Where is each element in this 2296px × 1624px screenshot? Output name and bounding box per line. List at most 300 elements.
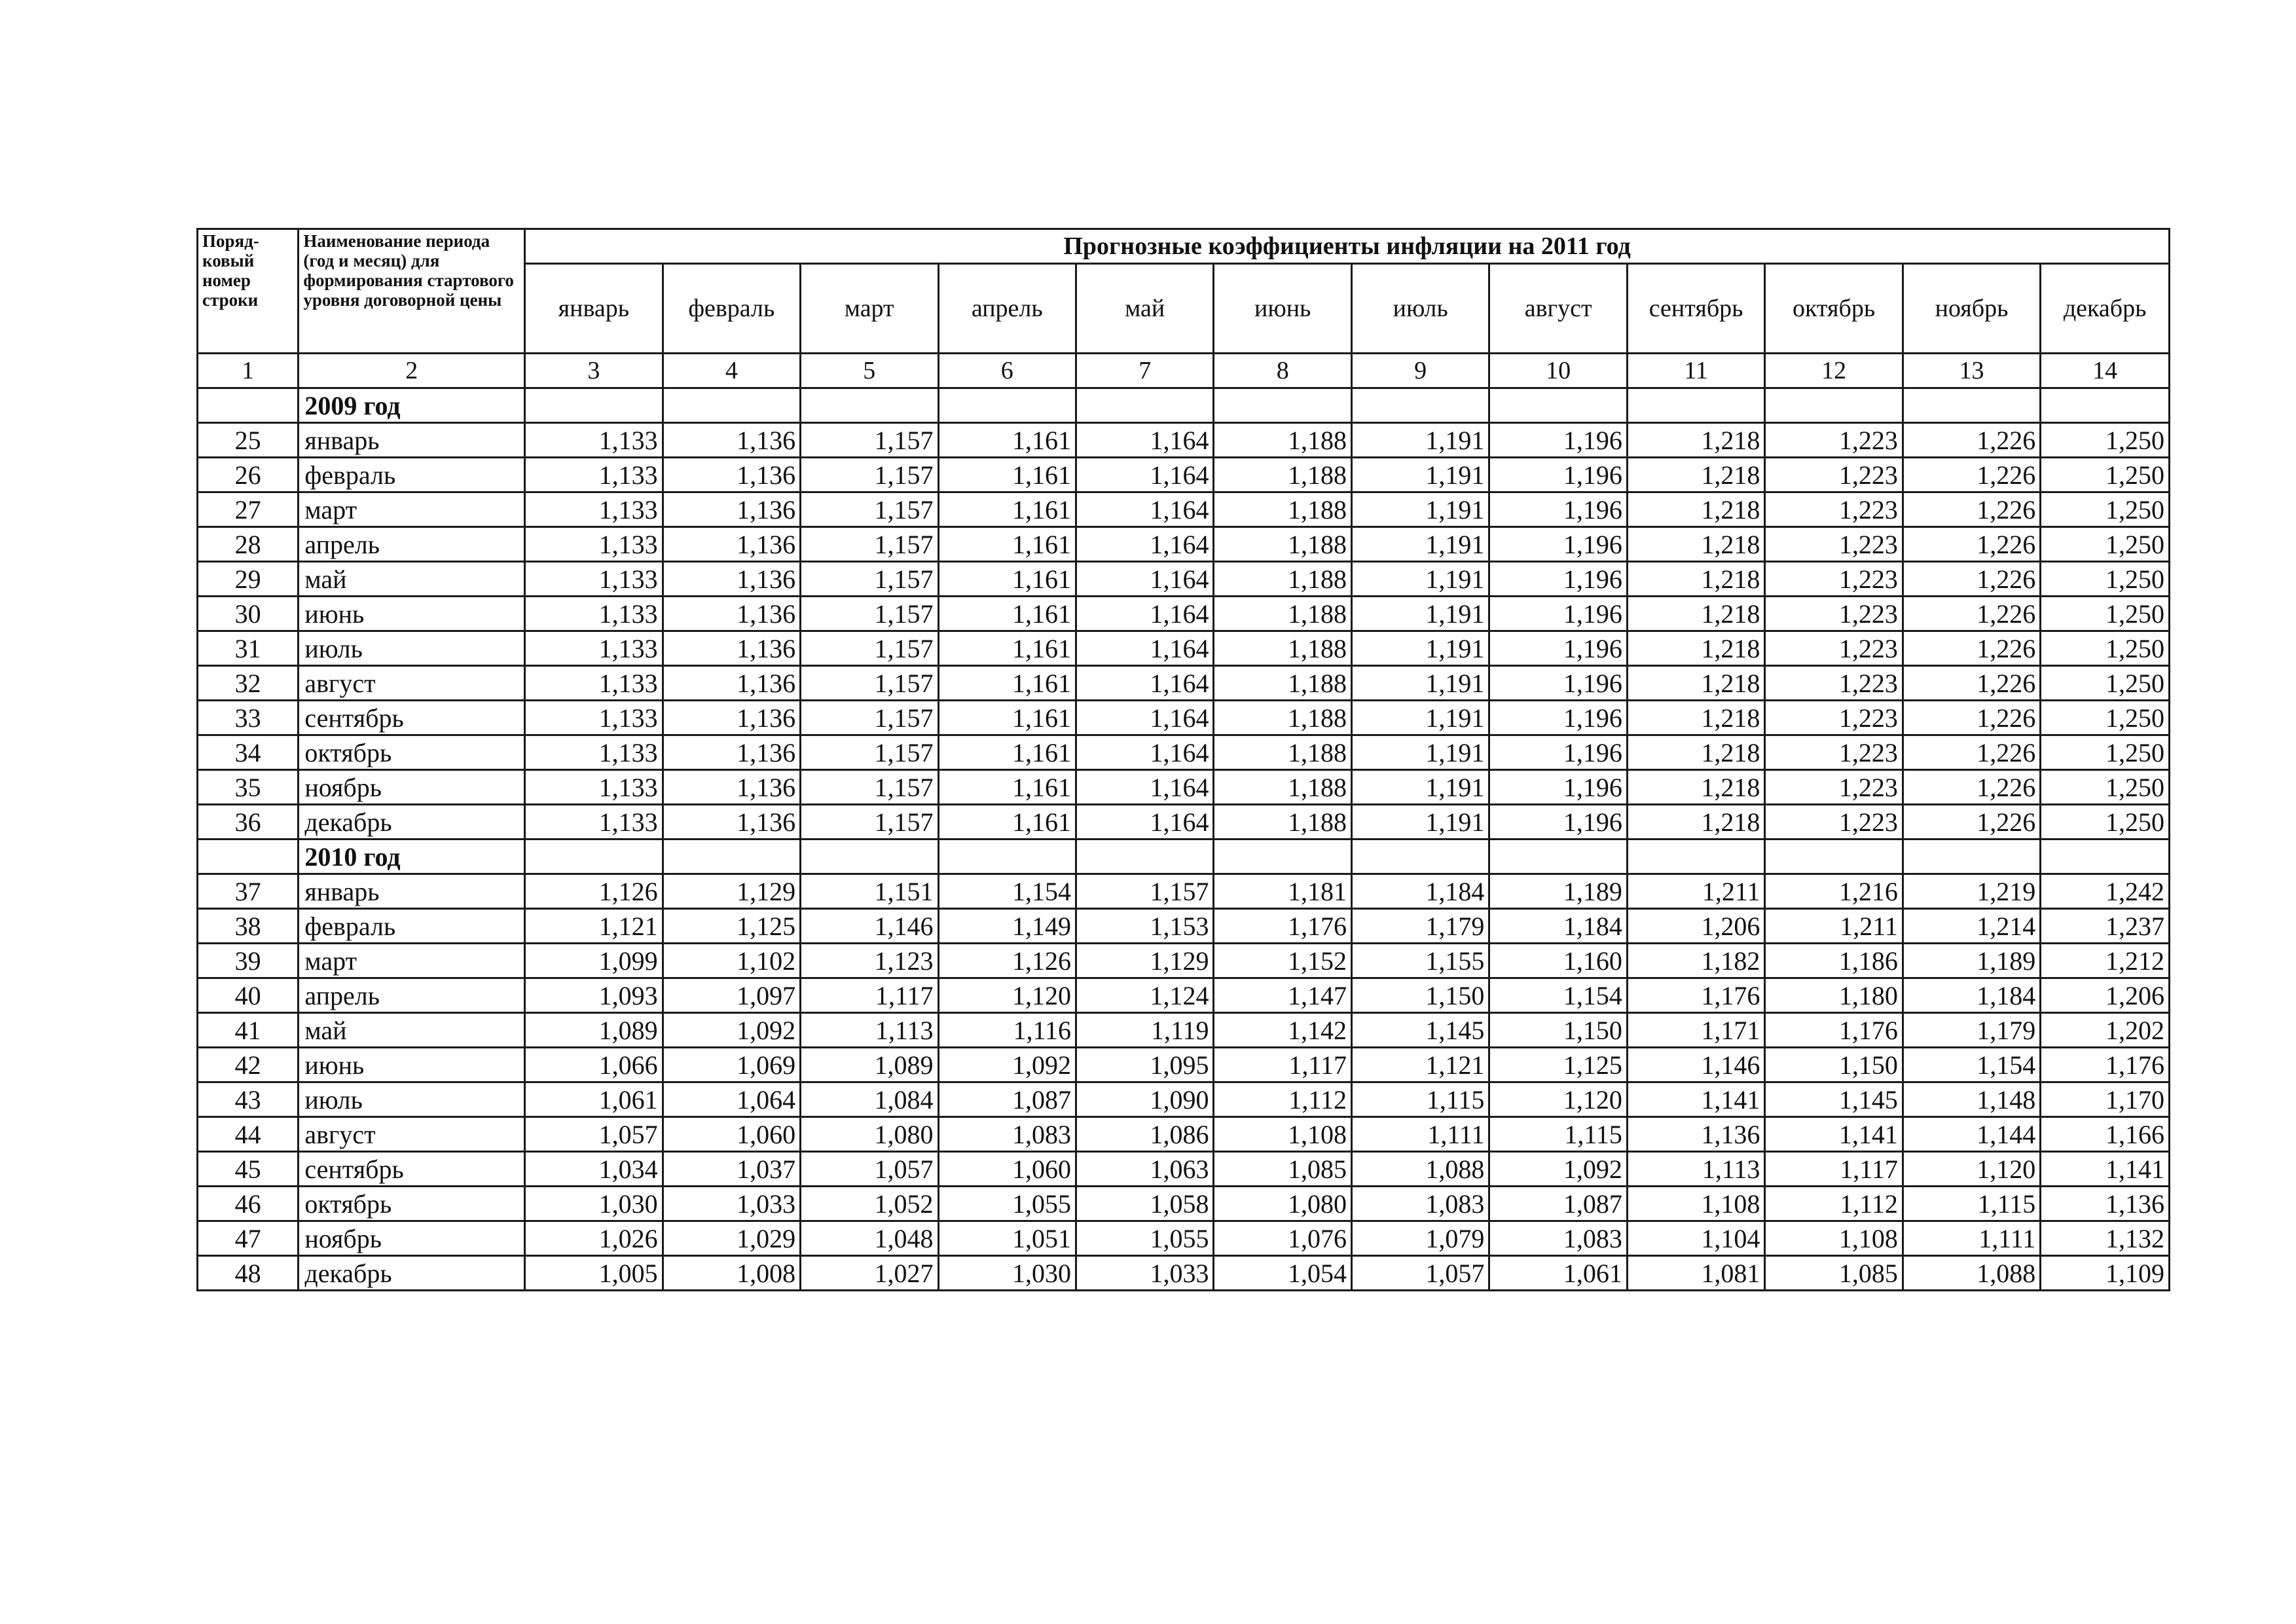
coefficient-cell: 1,226: [1903, 423, 2040, 458]
coefficient-cell: 1,176: [2041, 1048, 2170, 1082]
coefficient-cell: 1,189: [1903, 944, 2040, 978]
coefficient-cell: 1,117: [1214, 1048, 1351, 1082]
coefficient-cell: 1,196: [1489, 735, 1627, 770]
coefficient-cell: 1,080: [801, 1117, 938, 1152]
coefficient-cell: 1,133: [525, 562, 663, 597]
table-row: [198, 1152, 2170, 1187]
coefficient-cell: 1,069: [663, 1048, 800, 1082]
coefficient-cell: 1,218: [1627, 597, 1764, 631]
empty-cell: [2041, 840, 2170, 874]
coefficient-cell: 1,226: [1903, 527, 2040, 562]
table-row: [198, 562, 2170, 597]
coefficient-cell: 1,188: [1214, 597, 1351, 631]
coefficient-cell: 1,083: [1489, 1221, 1627, 1256]
coefficient-cell: 1,164: [1076, 458, 1214, 492]
period-name: август: [299, 1117, 525, 1152]
row-number: 43: [198, 1082, 299, 1117]
row-number: 36: [198, 805, 299, 840]
coefficient-cell: 1,057: [525, 1117, 663, 1152]
period-name: январь: [299, 423, 525, 458]
coefficient-cell: 1,079: [1351, 1221, 1489, 1256]
table-row: [198, 1117, 2170, 1152]
period-name: ноябрь: [299, 1221, 525, 1256]
coefficient-cell: 1,033: [1076, 1256, 1214, 1291]
coefficient-cell: 1,161: [938, 597, 1076, 631]
coefficient-cell: 1,250: [2041, 492, 2170, 527]
coefficient-cell: 1,223: [1765, 527, 1903, 562]
coefficient-cell: 1,211: [1627, 874, 1764, 909]
coefficient-cell: 1,064: [663, 1082, 800, 1117]
coefficient-cell: 1,147: [1214, 978, 1351, 1013]
coefficient-cell: 1,141: [1627, 1082, 1764, 1117]
row-number: 25: [198, 423, 299, 458]
period-name: май: [299, 1013, 525, 1048]
coefficient-cell: 1,124: [1076, 978, 1214, 1013]
coefficient-cell: 1,164: [1076, 597, 1214, 631]
coefficient-cell: 1,184: [1351, 874, 1489, 909]
coefficient-cell: 1,092: [663, 1013, 800, 1048]
coefficient-cell: 1,226: [1903, 597, 2040, 631]
coefficient-cell: 1,133: [525, 735, 663, 770]
coefficient-cell: 1,196: [1489, 597, 1627, 631]
coefficient-cell: 1,226: [1903, 666, 2040, 701]
empty-cell: [1076, 388, 1214, 423]
coefficient-cell: 1,196: [1489, 562, 1627, 597]
coefficient-cell: 1,196: [1489, 527, 1627, 562]
coefficient-cell: 1,218: [1627, 701, 1764, 735]
coefficient-cell: 1,223: [1765, 458, 1903, 492]
coefficient-cell: 1,218: [1627, 770, 1764, 805]
empty-cell: [2041, 388, 2170, 423]
coefficient-cell: 1,048: [801, 1221, 938, 1256]
coefficient-cell: 1,250: [2041, 631, 2170, 666]
row-number: 44: [198, 1117, 299, 1152]
coefficient-cell: 1,206: [2041, 978, 2170, 1013]
empty-cell: [525, 388, 663, 423]
coefficient-cell: 1,161: [938, 701, 1076, 735]
table-row: [198, 458, 2170, 492]
period-name: апрель: [299, 978, 525, 1013]
coefficient-cell: 1,223: [1765, 631, 1903, 666]
empty-cell: [1214, 388, 1351, 423]
coefficient-cell: 1,176: [1627, 978, 1764, 1013]
coefficient-cell: 1,133: [525, 701, 663, 735]
coefficient-cell: 1,157: [801, 666, 938, 701]
coefficient-cell: 1,133: [525, 458, 663, 492]
coefficient-cell: 1,136: [1627, 1117, 1764, 1152]
empty-cell: [1627, 840, 1764, 874]
period-name: сентябрь: [299, 1152, 525, 1187]
coefficient-cell: 1,182: [1627, 944, 1764, 978]
coefficient-cell: 1,060: [663, 1117, 800, 1152]
period-name: февраль: [299, 909, 525, 944]
coefficient-cell: 1,196: [1489, 701, 1627, 735]
coefficient-cell: 1,218: [1627, 805, 1764, 840]
coefficient-cell: 1,223: [1765, 597, 1903, 631]
month-header: октябрь: [1765, 264, 1903, 354]
month-header: январь: [525, 264, 663, 354]
coefficient-cell: 1,108: [1765, 1221, 1903, 1256]
row-number: 31: [198, 631, 299, 666]
period-name: август: [299, 666, 525, 701]
coefficient-cell: 1,196: [1489, 631, 1627, 666]
coefficient-cell: 1,188: [1214, 458, 1351, 492]
coefficient-cell: 1,136: [663, 492, 800, 527]
coefficient-cell: 1,090: [1076, 1082, 1214, 1117]
empty-cell: [938, 840, 1076, 874]
coefficient-cell: 1,223: [1765, 770, 1903, 805]
coefficient-cell: 1,087: [1489, 1187, 1627, 1221]
coefficient-cell: 1,186: [1765, 944, 1903, 978]
coefficient-cell: 1,250: [2041, 458, 2170, 492]
coefficient-cell: 1,033: [663, 1187, 800, 1221]
coefficient-cell: 1,161: [938, 527, 1076, 562]
coefficient-cell: 1,136: [2041, 1187, 2170, 1221]
table-title: Прогнозные коэффициенты инфляции на 2011 год: [525, 229, 2170, 264]
empty-cell: [198, 388, 299, 423]
coefficient-cell: 1,097: [663, 978, 800, 1013]
period-name: июль: [299, 631, 525, 666]
coefficient-cell: 1,218: [1627, 666, 1764, 701]
coefficient-cell: 1,119: [1076, 1013, 1214, 1048]
coefficient-cell: 1,202: [2041, 1013, 2170, 1048]
coefficient-cell: 1,076: [1214, 1221, 1351, 1256]
coefficient-cell: 1,188: [1214, 770, 1351, 805]
coefficient-cell: 1,161: [938, 666, 1076, 701]
coefficient-cell: 1,133: [525, 631, 663, 666]
coefficient-cell: 1,150: [1351, 978, 1489, 1013]
empty-cell: [1765, 840, 1903, 874]
coefficient-cell: 1,150: [1489, 1013, 1627, 1048]
coefficient-cell: 1,148: [1903, 1082, 2040, 1117]
empty-cell: [801, 388, 938, 423]
coefficient-cell: 1,113: [801, 1013, 938, 1048]
coefficient-cell: 1,145: [1765, 1082, 1903, 1117]
coefficient-cell: 1,136: [663, 458, 800, 492]
table-row: [198, 874, 2170, 909]
month-header: февраль: [663, 264, 800, 354]
coefficient-cell: 1,164: [1076, 701, 1214, 735]
coefficient-cell: 1,226: [1903, 770, 2040, 805]
column-number: 4: [663, 354, 800, 388]
column-number: 8: [1214, 354, 1351, 388]
coefficient-cell: 1,125: [663, 909, 800, 944]
coefficient-cell: 1,052: [801, 1187, 938, 1221]
coefficient-cell: 1,223: [1765, 666, 1903, 701]
coefficient-cell: 1,115: [1489, 1117, 1627, 1152]
coefficient-cell: 1,084: [801, 1082, 938, 1117]
table-row: [198, 527, 2170, 562]
coefficient-cell: 1,120: [1903, 1152, 2040, 1187]
coefficient-cell: 1,109: [2041, 1256, 2170, 1291]
coefficient-cell: 1,164: [1076, 735, 1214, 770]
column-number: 9: [1351, 354, 1489, 388]
coefficient-cell: 1,136: [663, 631, 800, 666]
coefficient-cell: 1,164: [1076, 666, 1214, 701]
empty-cell: [1489, 840, 1627, 874]
coefficient-cell: 1,164: [1076, 770, 1214, 805]
year-group-row: [198, 388, 2170, 423]
year-group-row: [198, 840, 2170, 874]
coefficient-cell: 1,089: [525, 1013, 663, 1048]
coefficient-cell: 1,123: [801, 944, 938, 978]
coefficient-cell: 1,188: [1214, 527, 1351, 562]
coefficient-cell: 1,157: [801, 805, 938, 840]
coefficient-cell: 1,226: [1903, 458, 2040, 492]
coefficient-cell: 1,161: [938, 562, 1076, 597]
period-name: февраль: [299, 458, 525, 492]
coefficient-cell: 1,136: [663, 562, 800, 597]
inflation-coefficients-table: [196, 228, 2170, 1291]
table-row: [198, 944, 2170, 978]
coefficient-cell: 1,191: [1351, 666, 1489, 701]
coefficient-cell: 1,161: [938, 458, 1076, 492]
row-number: 28: [198, 527, 299, 562]
coefficient-cell: 1,142: [1214, 1013, 1351, 1048]
column-number: 7: [1076, 354, 1214, 388]
coefficient-cell: 1,081: [1627, 1256, 1764, 1291]
coefficient-cell: 1,132: [2041, 1221, 2170, 1256]
coefficient-cell: 1,161: [938, 423, 1076, 458]
row-number: 33: [198, 701, 299, 735]
coefficient-cell: 1,219: [1903, 874, 2040, 909]
coefficient-cell: 1,226: [1903, 492, 2040, 527]
period-name: октябрь: [299, 735, 525, 770]
coefficient-cell: 1,055: [1076, 1221, 1214, 1256]
coefficient-cell: 1,188: [1214, 805, 1351, 840]
coefficient-cell: 1,027: [801, 1256, 938, 1291]
coefficient-cell: 1,166: [2041, 1117, 2170, 1152]
coefficient-cell: 1,250: [2041, 562, 2170, 597]
empty-cell: [1214, 840, 1351, 874]
column-number: 13: [1903, 354, 2040, 388]
coefficient-cell: 1,005: [525, 1256, 663, 1291]
coefficient-cell: 1,157: [801, 597, 938, 631]
coefficient-cell: 1,057: [801, 1152, 938, 1187]
period-name: март: [299, 492, 525, 527]
coefficient-cell: 1,250: [2041, 423, 2170, 458]
period-name: декабрь: [299, 805, 525, 840]
coefficient-cell: 1,085: [1765, 1256, 1903, 1291]
coefficient-cell: 1,083: [1351, 1187, 1489, 1221]
month-header: май: [1076, 264, 1214, 354]
coefficient-cell: 1,223: [1765, 735, 1903, 770]
coefficient-cell: 1,218: [1627, 631, 1764, 666]
coefficient-cell: 1,206: [1627, 909, 1764, 944]
row-number: 27: [198, 492, 299, 527]
coefficient-cell: 1,145: [1351, 1013, 1489, 1048]
row-number: 42: [198, 1048, 299, 1082]
table-row: [198, 770, 2170, 805]
coefficient-cell: 1,171: [1627, 1013, 1764, 1048]
coefficient-cell: 1,029: [663, 1221, 800, 1256]
coefficient-cell: 1,154: [1903, 1048, 2040, 1082]
coefficient-cell: 1,037: [663, 1152, 800, 1187]
year-label: 2010 год: [299, 840, 525, 874]
coefficient-cell: 1,151: [801, 874, 938, 909]
month-header: август: [1489, 264, 1627, 354]
coefficient-cell: 1,133: [525, 770, 663, 805]
table-row: [198, 423, 2170, 458]
coefficient-cell: 1,226: [1903, 631, 2040, 666]
coefficient-cell: 1,136: [663, 735, 800, 770]
coefficient-cell: 1,083: [938, 1117, 1076, 1152]
coefficient-cell: 1,095: [1076, 1048, 1214, 1082]
coefficient-cell: 1,157: [1076, 874, 1214, 909]
table-row: [198, 492, 2170, 527]
table-row: [198, 805, 2170, 840]
coefficient-cell: 1,141: [2041, 1152, 2170, 1187]
period-name: сентябрь: [299, 701, 525, 735]
coefficient-cell: 1,157: [801, 492, 938, 527]
coefficient-cell: 1,008: [663, 1256, 800, 1291]
coefficient-cell: 1,179: [1903, 1013, 2040, 1048]
coefficient-cell: 1,196: [1489, 666, 1627, 701]
coefficient-cell: 1,188: [1214, 735, 1351, 770]
coefficient-cell: 1,218: [1627, 423, 1764, 458]
coefficient-cell: 1,154: [1489, 978, 1627, 1013]
table-row: [198, 1013, 2170, 1048]
coefficient-cell: 1,223: [1765, 805, 1903, 840]
coefficient-cell: 1,115: [1903, 1187, 2040, 1221]
period-name: январь: [299, 874, 525, 909]
coefficient-cell: 1,212: [2041, 944, 2170, 978]
coefficient-cell: 1,060: [938, 1152, 1076, 1187]
period-name: июнь: [299, 597, 525, 631]
coefficient-cell: 1,136: [663, 597, 800, 631]
empty-cell: [1903, 840, 2040, 874]
coefficient-cell: 1,089: [801, 1048, 938, 1082]
coefficient-cell: 1,226: [1903, 735, 2040, 770]
coefficient-cell: 1,160: [1489, 944, 1627, 978]
coefficient-cell: 1,157: [801, 458, 938, 492]
coefficient-cell: 1,030: [938, 1256, 1076, 1291]
coefficient-cell: 1,085: [1214, 1152, 1351, 1187]
column-number: 2: [299, 354, 525, 388]
table-row: [198, 1256, 2170, 1291]
coefficient-cell: 1,116: [938, 1013, 1076, 1048]
coefficient-cell: 1,157: [801, 701, 938, 735]
row-number: 35: [198, 770, 299, 805]
empty-cell: [1489, 388, 1627, 423]
empty-cell: [525, 840, 663, 874]
row-number: 29: [198, 562, 299, 597]
row-number: 26: [198, 458, 299, 492]
table-row: [198, 1221, 2170, 1256]
coefficient-cell: 1,196: [1489, 805, 1627, 840]
empty-cell: [1351, 388, 1489, 423]
coefficient-cell: 1,191: [1351, 492, 1489, 527]
table-row: [198, 909, 2170, 944]
coefficient-cell: 1,191: [1351, 701, 1489, 735]
coefficient-cell: 1,104: [1627, 1221, 1764, 1256]
coefficient-cell: 1,157: [801, 562, 938, 597]
column-number: 12: [1765, 354, 1903, 388]
column-number: 1: [198, 354, 299, 388]
coefficient-cell: 1,102: [663, 944, 800, 978]
coefficient-cell: 1,226: [1903, 562, 2040, 597]
coefficient-cell: 1,191: [1351, 770, 1489, 805]
coefficient-cell: 1,191: [1351, 527, 1489, 562]
coefficient-cell: 1,136: [663, 527, 800, 562]
row-number: 48: [198, 1256, 299, 1291]
period-name: декабрь: [299, 1256, 525, 1291]
coefficient-cell: 1,181: [1214, 874, 1351, 909]
coefficient-cell: 1,058: [1076, 1187, 1214, 1221]
coefficient-cell: 1,218: [1627, 458, 1764, 492]
empty-cell: [663, 388, 800, 423]
empty-cell: [801, 840, 938, 874]
coefficient-cell: 1,191: [1351, 458, 1489, 492]
coefficient-cell: 1,108: [1214, 1117, 1351, 1152]
coefficient-cell: 1,099: [525, 944, 663, 978]
coefficient-cell: 1,164: [1076, 562, 1214, 597]
coefficient-cell: 1,179: [1351, 909, 1489, 944]
month-header: ноябрь: [1903, 264, 2040, 354]
coefficient-cell: 1,157: [801, 770, 938, 805]
month-header: июль: [1351, 264, 1489, 354]
coefficient-cell: 1,216: [1765, 874, 1903, 909]
coefficient-cell: 1,133: [525, 666, 663, 701]
coefficient-cell: 1,218: [1627, 735, 1764, 770]
row-number: 38: [198, 909, 299, 944]
empty-cell: [1903, 388, 2040, 423]
coefficient-cell: 1,184: [1489, 909, 1627, 944]
coefficient-cell: 1,164: [1076, 423, 1214, 458]
coefficient-cell: 1,061: [525, 1082, 663, 1117]
coefficient-cell: 1,088: [1903, 1256, 2040, 1291]
coefficient-cell: 1,250: [2041, 666, 2170, 701]
coefficient-cell: 1,117: [801, 978, 938, 1013]
coefficient-cell: 1,218: [1627, 492, 1764, 527]
column-number: 14: [2041, 354, 2170, 388]
coefficient-cell: 1,136: [663, 770, 800, 805]
table-row: [198, 631, 2170, 666]
month-header: март: [801, 264, 938, 354]
coefficient-cell: 1,250: [2041, 770, 2170, 805]
coefficient-cell: 1,191: [1351, 423, 1489, 458]
coefficient-cell: 1,149: [938, 909, 1076, 944]
coefficient-cell: 1,191: [1351, 562, 1489, 597]
coefficient-cell: 1,136: [663, 805, 800, 840]
coefficient-cell: 1,250: [2041, 597, 2170, 631]
coefficient-cell: 1,188: [1214, 701, 1351, 735]
coefficient-cell: 1,129: [1076, 944, 1214, 978]
row-number: 41: [198, 1013, 299, 1048]
empty-cell: [938, 388, 1076, 423]
month-header: апрель: [938, 264, 1076, 354]
coefficient-cell: 1,161: [938, 735, 1076, 770]
coefficient-cell: 1,184: [1903, 978, 2040, 1013]
coefficient-cell: 1,226: [1903, 701, 2040, 735]
coefficient-cell: 1,115: [1351, 1082, 1489, 1117]
row-number: 30: [198, 597, 299, 631]
column-number: 10: [1489, 354, 1627, 388]
empty-cell: [1351, 840, 1489, 874]
row-number: 32: [198, 666, 299, 701]
coefficient-cell: 1,150: [1765, 1048, 1903, 1082]
row-number: 37: [198, 874, 299, 909]
month-header: сентябрь: [1627, 264, 1764, 354]
coefficient-cell: 1,113: [1627, 1152, 1764, 1187]
coefficient-cell: 1,155: [1351, 944, 1489, 978]
coefficient-cell: 1,161: [938, 805, 1076, 840]
coefficient-cell: 1,223: [1765, 701, 1903, 735]
coefficient-cell: 1,146: [1627, 1048, 1764, 1082]
coefficient-cell: 1,223: [1765, 423, 1903, 458]
period-name: октябрь: [299, 1187, 525, 1221]
coefficient-cell: 1,218: [1627, 527, 1764, 562]
